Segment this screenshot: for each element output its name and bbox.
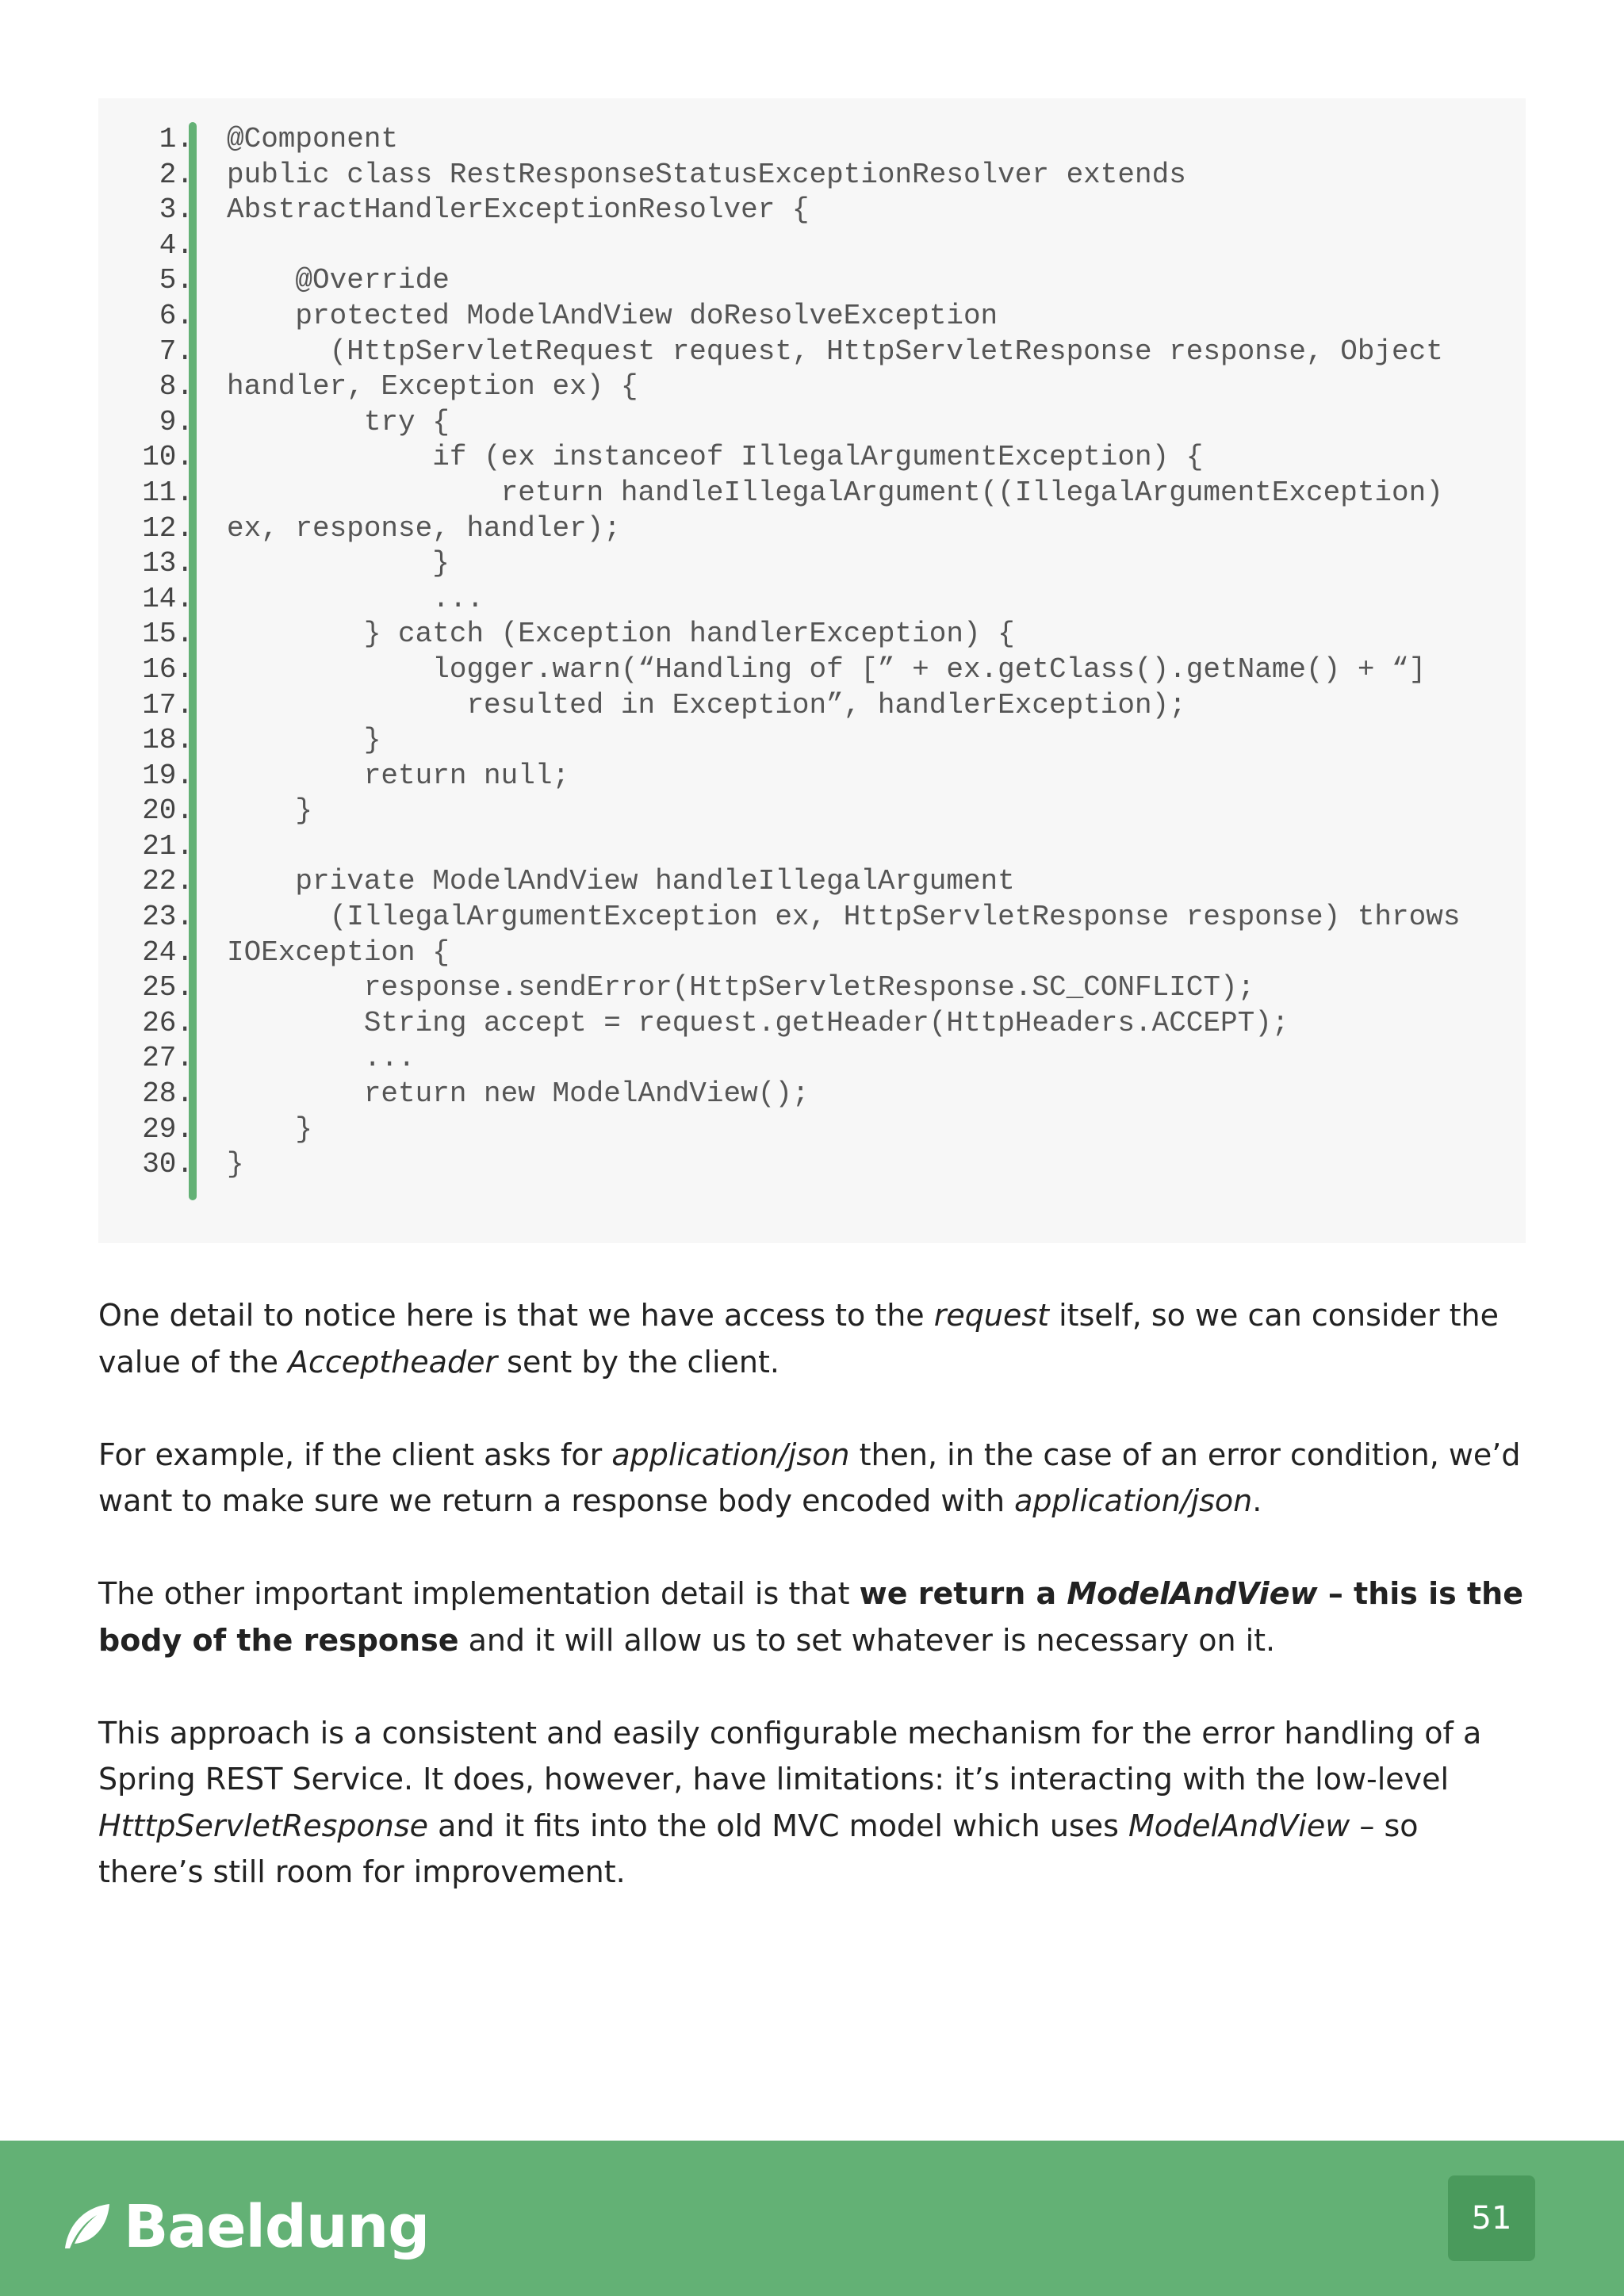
code-text: try { [227,405,450,438]
line-number: 4. [159,228,193,262]
line-number: 17. [142,688,193,721]
line-number: 28. [142,1077,193,1111]
code-text: String accept = request.getHeader(HttpHeaders.ACCEPT); [227,1006,1289,1039]
code-text: } catch (Exception handlerException) { [227,618,1015,651]
line-number: 2. [159,158,193,191]
code-text: } [227,1112,313,1146]
code-text: } [227,794,313,828]
code-text: ... [227,1042,416,1075]
line-number: 24. [142,936,193,969]
line-number: 12. [142,511,193,545]
line-number: 30. [142,1148,193,1181]
code-text: (IllegalArgumentException ex, HttpServletResponse response) throws [227,901,1461,934]
code-text: return new ModelAndView(); [227,1077,810,1111]
code-text: } [227,724,381,757]
code-text: public class RestResponseStatusExceptionResolver extends [227,158,1186,191]
paragraph-2: For example, if the client asks for application/json then, in the case of an error condition, we’d want to make sure we return a response body encoded with application/json. [98,1437,1521,1518]
code-text: private ModelAndView handleIllegalArgument [227,865,1015,898]
line-number: 8. [159,370,193,404]
line-number: 10. [142,441,193,474]
code-text: handler, Exception ex) { [227,370,638,404]
code-text: (HttpServletRequest request, HttpServletResponse response, Object [227,335,1443,368]
line-number: 25. [142,971,193,1004]
line-number: 18. [142,724,193,757]
line-number: 27. [142,1042,193,1075]
page-number-badge: 51 [1448,2175,1535,2261]
code-text: ex, response, handler); [227,511,621,545]
line-number: 20. [142,794,193,828]
code-text: return handleIllegalArgument((IllegalArgumentException) [227,476,1443,509]
line-number: 13. [142,547,193,580]
line-number: 19. [142,759,193,792]
line-number: 21. [142,829,193,863]
code-text: if (ex instanceof IllegalArgumentException) { [227,441,1204,474]
code-text: ... [227,582,485,615]
paragraph-1: One detail to notice here is that we have access to the request itself, so we can consider the value of the Acceptheader sent by the client. [98,1298,1500,1380]
line-number: 26. [142,1006,193,1039]
line-number: 5. [159,264,193,297]
code-text: @Override [227,264,450,297]
code-block [98,98,1526,1243]
code-text: AbstractHandlerExceptionResolver { [227,193,810,227]
line-number: 14. [142,582,193,615]
line-number: 16. [142,652,193,686]
page-footer [0,2141,1624,2296]
code-text: } [227,1148,244,1181]
line-number: 7. [159,335,193,368]
brand-logo[interactable] [60,2193,429,2261]
code-text: } [227,547,450,580]
code-text: response.sendError(HttpServletResponse.SC_CONFLICT); [227,971,1255,1004]
line-number: 22. [142,865,193,898]
code-text: IOException { [227,936,450,969]
code-text: logger.warn(“Handling of [” + ex.getClass().getName() + “] [227,652,1427,686]
brand-name: Baeldung [124,2193,430,2261]
line-number: 6. [159,299,193,332]
line-number: 23. [142,901,193,934]
code-text: resulted in Exception”, handlerException); [227,688,1186,721]
line-number: 9. [159,405,193,438]
line-number: 1. [159,123,193,155]
paragraph-4: This approach is a consistent and easily configurable mechanism for the error handling of a Spring REST Service. It does, however, have limitations: it’s interacting with the low-level HtttpServletResponse and it fits into the old MVC model which uses ModelAndView – so there’s still room for improvement. [98,1715,1482,1889]
code-text: return null; [227,759,570,792]
line-number: 15. [142,618,193,651]
leaf-icon [60,2201,113,2253]
line-number: 3. [159,193,193,227]
line-number: 11. [142,476,193,509]
code-text: protected ModelAndView doResolveException [227,299,998,332]
paragraph-3: The other important implementation detail is that we return a ModelAndView – this is the body of the response and it will allow us to set whatever is necessary on it. [98,1576,1524,1658]
line-number: 29. [142,1112,193,1146]
code-text: @Component [227,123,399,155]
body-text [98,1292,1526,1942]
